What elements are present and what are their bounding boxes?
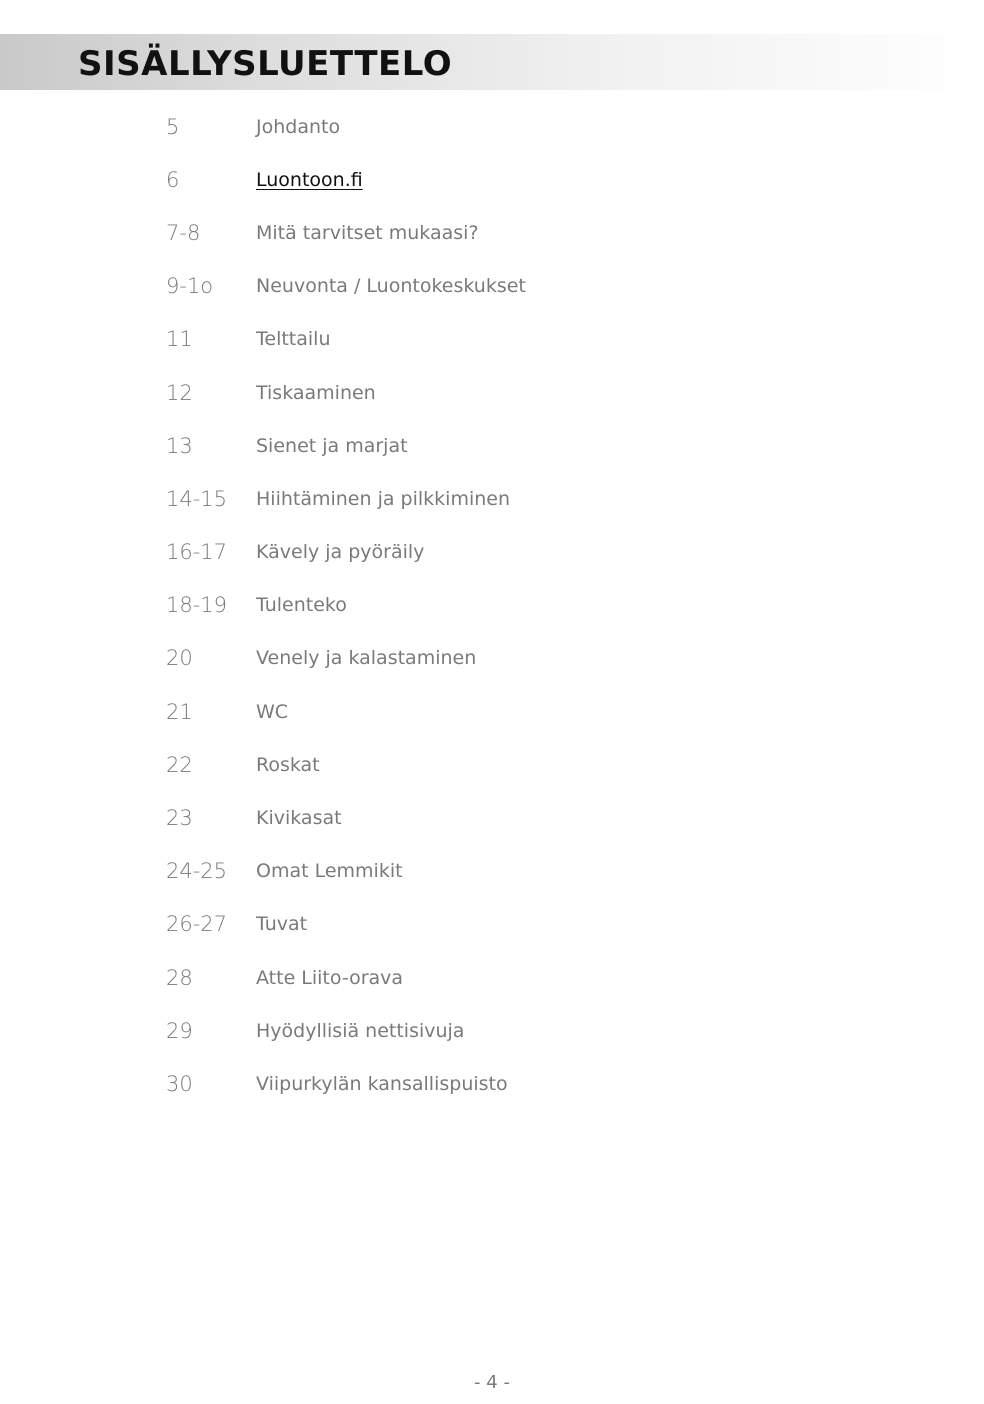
toc-page-number: 29 bbox=[166, 1018, 193, 1043]
toc-entry-title: Roskat bbox=[256, 753, 320, 776]
toc-entry-title: Johdanto bbox=[256, 115, 341, 138]
page-number: - 4 - bbox=[474, 1372, 510, 1393]
toc-page-number: 28 bbox=[166, 965, 193, 990]
toc-entry-title: Kävely ja pyöräily bbox=[256, 541, 425, 564]
toc-entry-title: WC bbox=[256, 700, 289, 723]
toc-entry-title: Sienet ja marjat bbox=[256, 434, 408, 457]
toc-page-number: 5 bbox=[166, 114, 180, 139]
toc-entry-title: Tiskaaminen bbox=[256, 381, 376, 404]
toc-entry-title: Telttailu bbox=[256, 328, 331, 351]
toc-entry-title: Mitä tarvitset mukaasi? bbox=[256, 221, 479, 244]
toc-row bbox=[166, 526, 766, 579]
toc-page-number: 21 bbox=[166, 699, 193, 724]
toc-row bbox=[166, 579, 766, 632]
toc-page-number: 20 bbox=[166, 646, 193, 671]
toc-page-number: 12 bbox=[166, 380, 193, 405]
toc-entry-title: Tuvat bbox=[256, 913, 308, 936]
toc-row bbox=[166, 206, 766, 259]
toc-entry-title: Viipurkylän kansallispuisto bbox=[256, 1072, 508, 1095]
toc-row bbox=[166, 1057, 766, 1110]
page-title: SISÄLLYSLUETTELO bbox=[78, 44, 453, 84]
toc-page-number: 6 bbox=[166, 167, 180, 192]
toc-row bbox=[166, 419, 766, 472]
toc-page-number: 30 bbox=[166, 1071, 193, 1096]
toc-entry-title: Neuvonta / Luontokeskukset bbox=[256, 275, 526, 298]
toc-entry-title: Tulenteko bbox=[256, 594, 347, 617]
toc-row bbox=[166, 898, 766, 951]
toc-page-number: 11 bbox=[166, 327, 193, 352]
toc-row bbox=[166, 1004, 766, 1057]
toc-row bbox=[166, 738, 766, 791]
toc-page-number: 7-8 bbox=[166, 220, 201, 245]
toc-entry-title: Hyödyllisiä nettisivuja bbox=[256, 1019, 465, 1042]
toc-page-number: 24-25 bbox=[166, 859, 228, 884]
table-of-contents bbox=[166, 100, 766, 1111]
toc-page-number: 9-1o bbox=[166, 274, 214, 299]
toc-row bbox=[166, 951, 766, 1004]
toc-page-number: 22 bbox=[166, 752, 193, 777]
toc-page-number: 23 bbox=[166, 806, 193, 831]
toc-page-number: 14-15 bbox=[166, 486, 228, 511]
toc-page-number: 16-17 bbox=[166, 540, 228, 565]
toc-row bbox=[166, 632, 766, 685]
toc-row bbox=[166, 685, 766, 738]
toc-entry-title: Omat Lemmikit bbox=[256, 860, 403, 883]
toc-row bbox=[166, 472, 766, 525]
toc-link[interactable]: Luontoon.fi bbox=[256, 168, 363, 191]
toc-row bbox=[166, 366, 766, 419]
toc-entry-title: Atte Liito-orava bbox=[256, 966, 404, 989]
toc-page-number: 18-19 bbox=[166, 593, 228, 618]
toc-page-number: 13 bbox=[166, 433, 193, 458]
toc-page-number: 26-27 bbox=[166, 912, 228, 937]
toc-row bbox=[166, 791, 766, 844]
toc-entry-title: Venely ja kalastaminen bbox=[256, 647, 477, 670]
toc-row bbox=[166, 845, 766, 898]
toc-row[interactable] bbox=[166, 153, 766, 206]
toc-row bbox=[166, 313, 766, 366]
toc-entry-title: Hiihtäminen ja pilkkiminen bbox=[256, 487, 511, 510]
toc-row bbox=[166, 260, 766, 313]
toc-row bbox=[166, 100, 766, 153]
toc-entry-title: Kivikasat bbox=[256, 807, 342, 830]
